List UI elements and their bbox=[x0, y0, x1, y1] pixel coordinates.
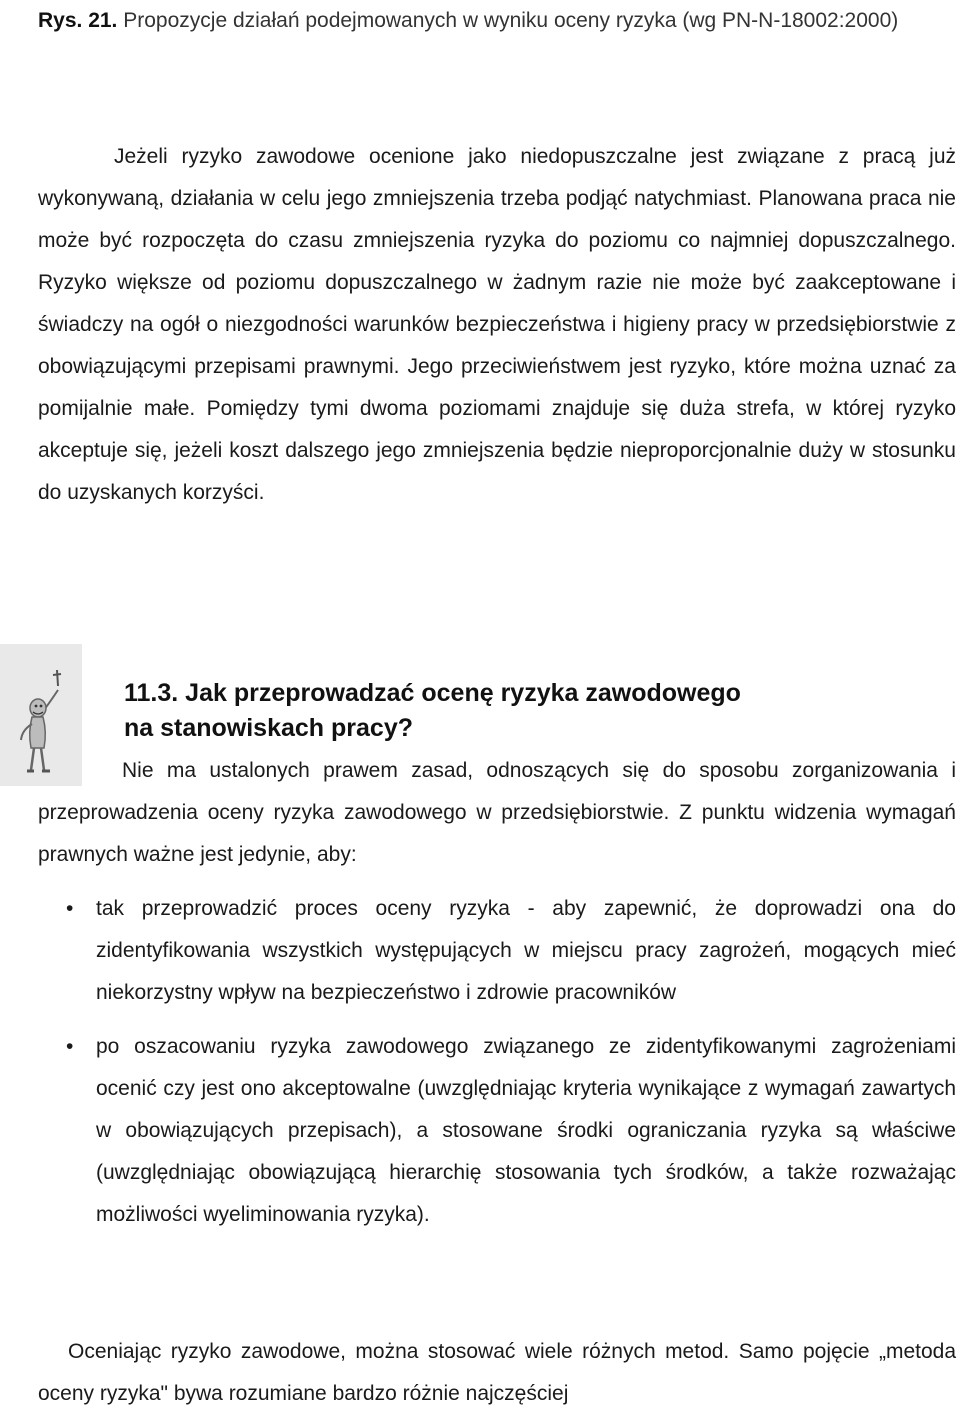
paragraph-methods: Oceniając ryzyko zawodowe, można stosować wiele różnych metod. Samo pojęcie „metoda oceny ryzyka" bywa rozumiane bardzo różnie najczęściej bbox=[38, 1340, 956, 1405]
figure-label: Rys. 21. bbox=[38, 9, 118, 32]
list-item-text: po oszacowaniu ryzyka zawodowego związanego ze zidentyfikowanymi zagrożeniami ocenić czy jest ono akceptowalne (uwzględniając kryteria wynikające z wymagań zawartych w obowiązujących przepisach), a stosowane środki ograniczania ryzyka są właściwe (uwzględniając obowiązującą hierarchię stosowania tych środków, a także rozważając możliwości wyeliminowania ryzyka). bbox=[96, 1035, 956, 1226]
list-item bbox=[38, 888, 956, 1014]
document-page bbox=[38, 0, 956, 1405]
section-heading-line-1: 11.3. Jak przeprowadzać ocenę ryzyka zawodowego bbox=[124, 679, 741, 707]
list-item bbox=[38, 1026, 956, 1236]
section-heading bbox=[124, 676, 741, 746]
section-heading-line-2: na stanowiskach pracy? bbox=[124, 714, 414, 742]
requirements-list bbox=[38, 888, 956, 1248]
paragraph-no-rules: Nie ma ustalonych prawem zasad, odnoszących się do sposobu zorganizowania i przeprowadzenia oceny ryzyka zawodowego w przedsiębiorstwie. Z punktu widzenia wymagań prawnych ważne jest jedynie, aby: bbox=[38, 759, 956, 866]
figure-caption bbox=[38, 0, 956, 42]
list-item-text: tak przeprowadzić proces oceny ryzyka - aby zapewnić, że doprowadzi ona do zidentyfikowania wszystkich występujących w miejscu pracy zagrożeń, mogących mieć niekorzystny wpływ na bezpieczeństwo i zdrowie pracowników bbox=[96, 897, 956, 1004]
bullet-icon: • bbox=[66, 1035, 74, 1058]
figure-caption-text: Propozycje działań podejmowanych w wyniku oceny ryzyka (wg PN-N-18002:2000) bbox=[123, 9, 899, 32]
bullet-icon: • bbox=[66, 897, 74, 920]
paragraph-risk-levels: Jeżeli ryzyko zawodowe ocenione jako niedopuszczalne jest związane z pracą już wykonywaną, działania w celu jego zmniejszenia trzeba podjąć natychmiast. Planowana praca nie może być rozpoczęta do czasu zmniejszenia ryzyka do poziomu co najmniej dopuszczalnego. Ryzyko większe od poziomu dopuszczalnego w żadnym razie nie może być zaakceptowane i świadczy na ogół o niezgodności warunków bezpieczeństwa i higieny pracy w przedsiębiorstwie z obowiązującymi przepisami prawnymi. Jego przeciwieństwem jest ryzyko, które można uznać za pomijalnie małe. Pomiędzy tymi dwoma poziomami znajduje się duża strefa, w której ryzyko akceptuje się, jeżeli koszt dalszego jego zmniejszenia będzie nieproporcjonalnie duży w stosunku do uzyskanych korzyści. bbox=[38, 145, 956, 504]
